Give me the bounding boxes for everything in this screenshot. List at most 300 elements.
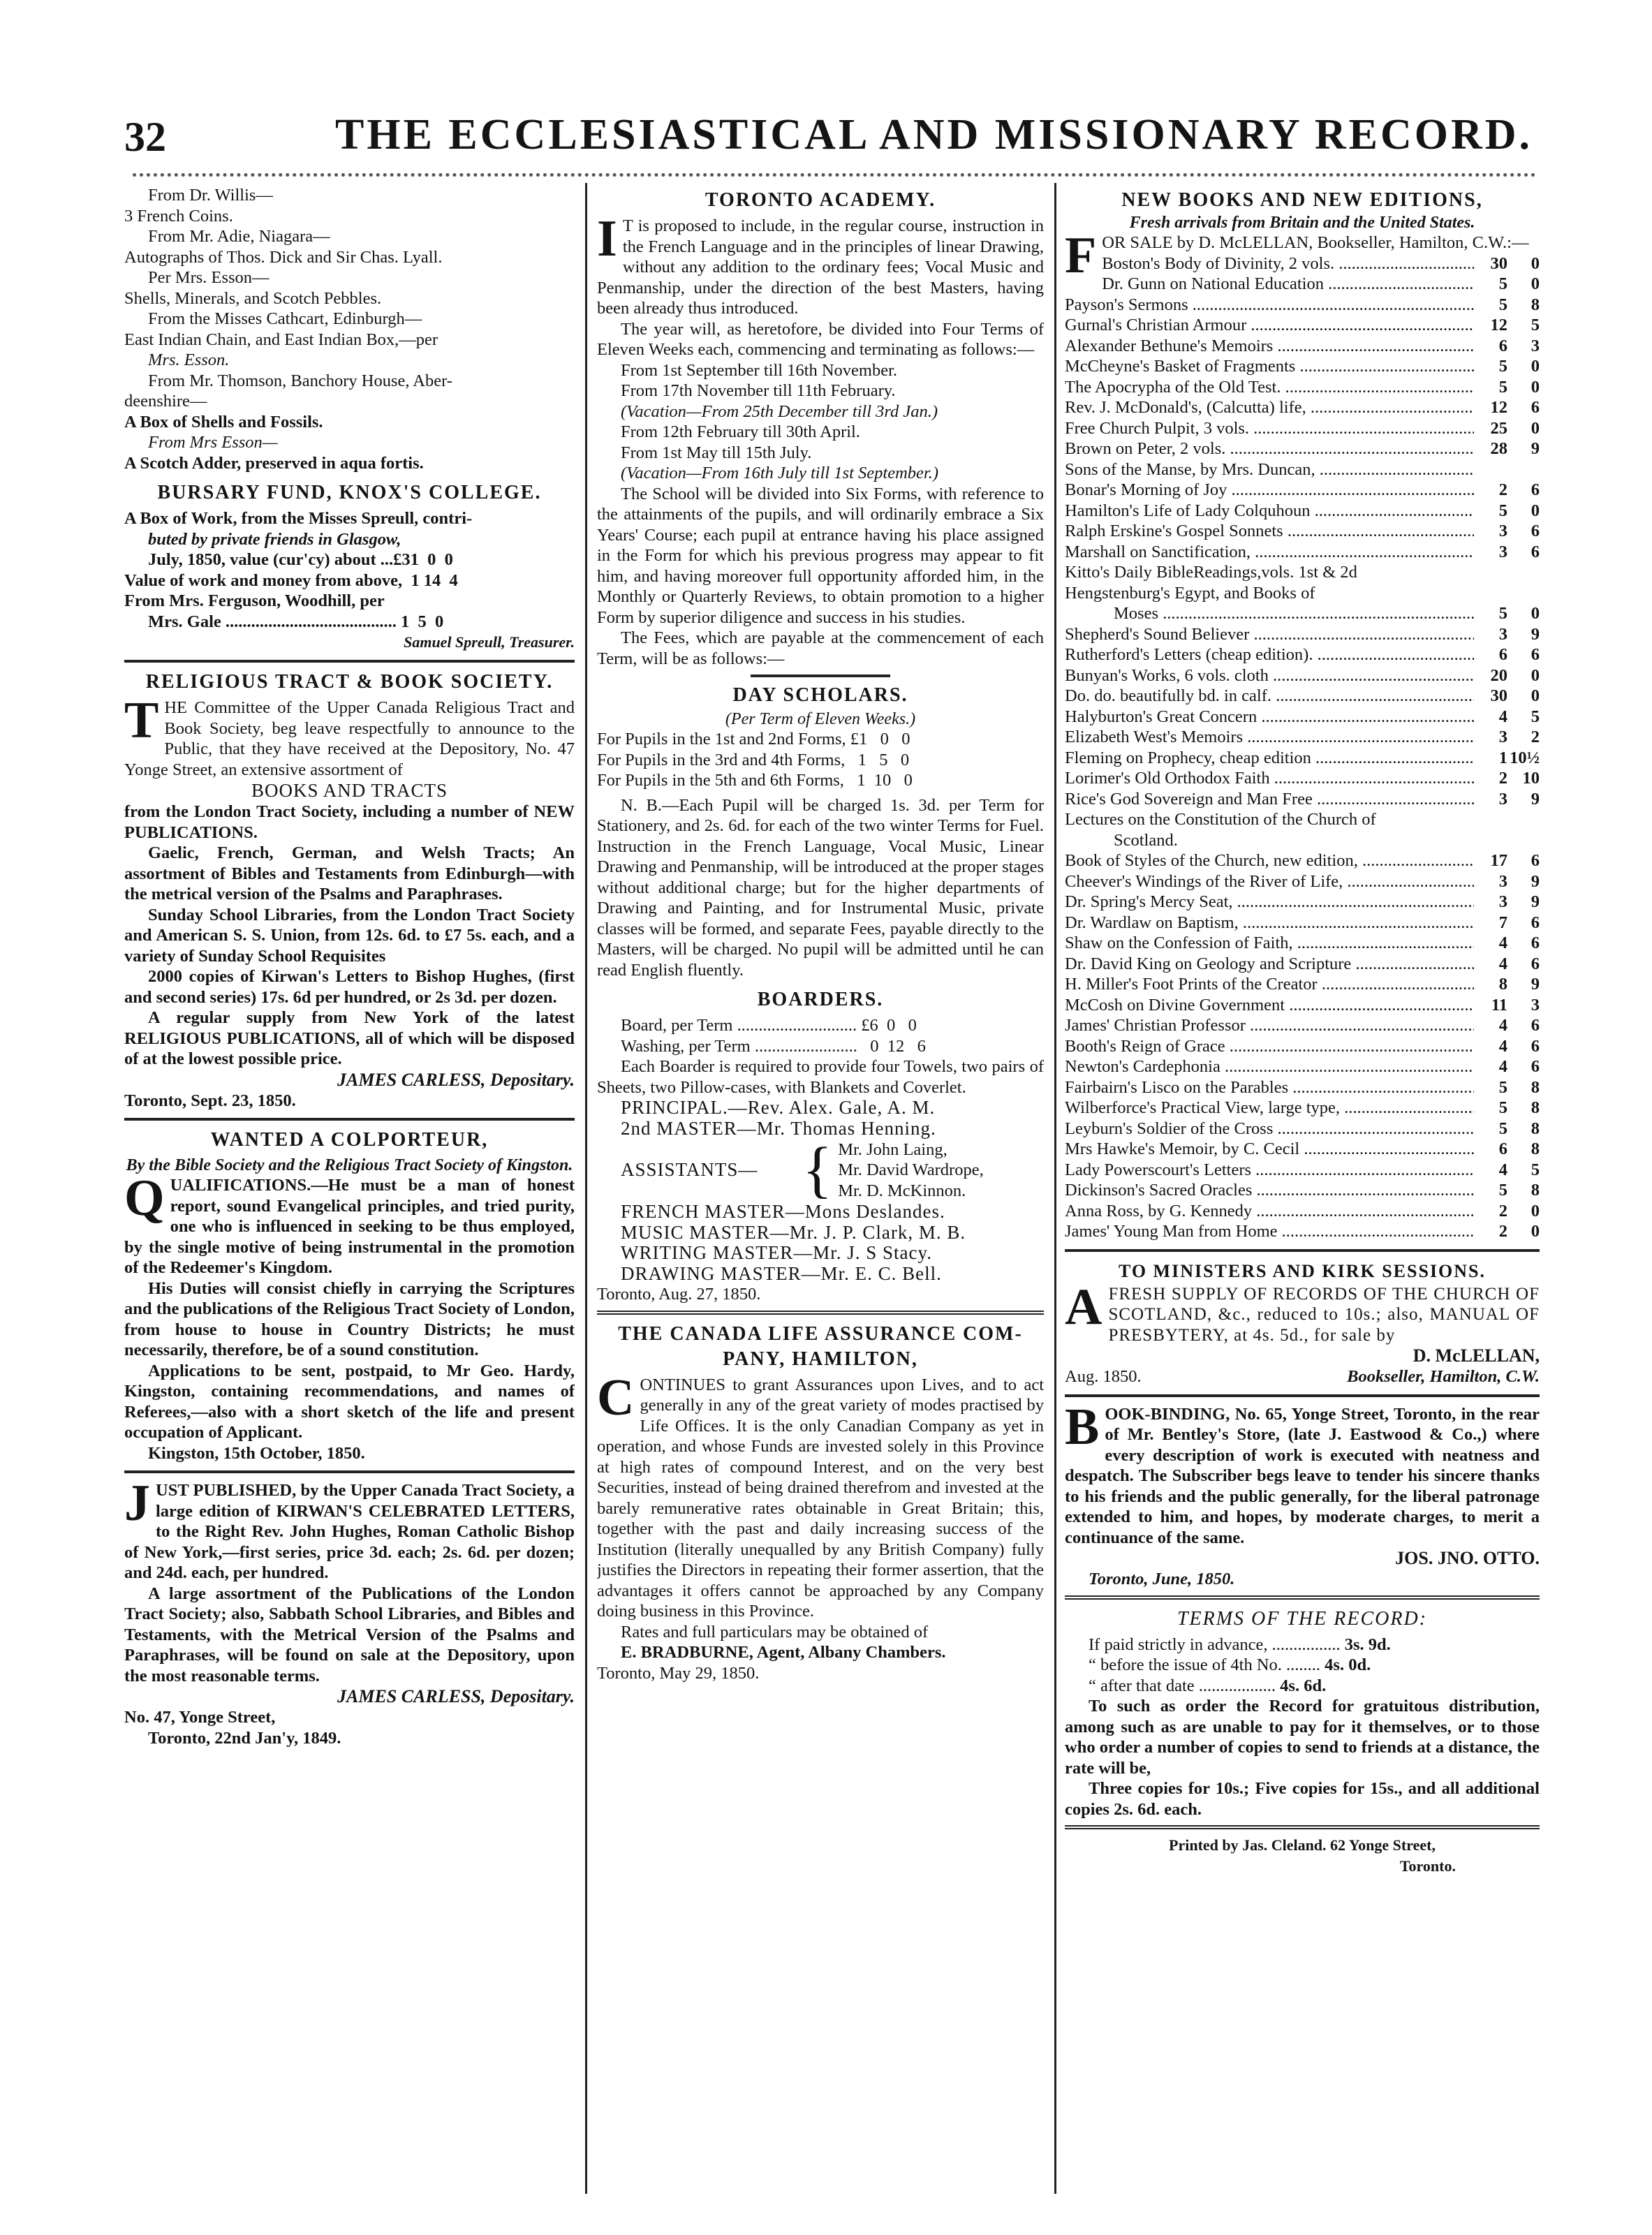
book-title: McCosh on Divine Government ..... (1065, 995, 1474, 1016)
price-shillings: 12 (1490, 398, 1507, 417)
price-pence: 6 (1531, 934, 1540, 952)
book-title: Alexander Bethune's Memoirs ..... (1065, 336, 1474, 357)
price-shillings: 3 (1498, 892, 1507, 911)
ministers-heading: TO MINISTERS AND KIRK SESSIONS. (1118, 1260, 1487, 1281)
price-shillings: 4 (1498, 707, 1507, 726)
binding-signature: JOS. JNO. OTTO. (1395, 1548, 1540, 1568)
assistant-name: Mr. David Wardrope, (838, 1160, 984, 1180)
bursary-signature: Samuel Spreull, Treasurer. (404, 633, 575, 651)
book-title: Bunyan's Works, 6 vols. cloth ..... (1065, 665, 1474, 686)
staff-line: FRENCH MASTER—Mons Deslandes. (621, 1201, 945, 1222)
price-shillings: 3 (1498, 522, 1507, 540)
book-title: Fairbairn's Lisco on the Parables ..... (1065, 1077, 1474, 1098)
book-title: Shaw on the Confession of Faith, ..... (1065, 933, 1474, 954)
new-books-heading: NEW BOOKS AND NEW EDITIONS, (1121, 189, 1483, 211)
binding-date: Toronto, June, 1850. (1089, 1570, 1235, 1588)
price-shillings: 2 (1498, 480, 1507, 499)
canada-life-date: Toronto, May 29, 1850. (597, 1663, 760, 1683)
colporteur-subtitle: By the Bible Society and the Religious Tract Society of Kingston. (126, 1156, 573, 1174)
price-pence: 0 (1531, 357, 1540, 376)
bursary-label: Value of work and money from above, (124, 570, 403, 590)
donation-line: From Mr. Adie, Niagara— (148, 227, 330, 246)
bursary-line: Mrs. Gale ........................................ 1 5 0 (148, 612, 444, 631)
canada-life-body: ONTINUES to grant Assurances upon Lives, and to act generally in any of the great variety of modes practised by Life Offices. It is the only Canadian Company as yet in operation, and whose Funds are invested solely in this Province at high rates of compound Interest, and on the very best Securities, instead of being drained therefrom and invested at the barely remunerative rates obtainable in Great Britain; this, together with the past and daily increasing success of the Institution (literally unequalled by any British Company) fully justifies the Directors in repeating their former assertion, that the advantages it offers cannot be approached by any Company doing business in this Province. (597, 1375, 1044, 1621)
price-pence: 3 (1531, 336, 1540, 355)
short-rule (751, 674, 890, 677)
drop-cap: T (124, 692, 159, 749)
price-pence: 8 (1531, 1098, 1540, 1117)
terms-value: 4s. 0d. (1325, 1655, 1371, 1674)
book-title: Moses ..... (1114, 603, 1474, 624)
price-shillings: 3 (1498, 728, 1507, 746)
book-row (1065, 1015, 1540, 1036)
amount: 1 (857, 771, 866, 790)
staff-line: 2nd MASTER—Mr. Thomas Henning. (621, 1117, 936, 1139)
academy-paragraph: N. B.—Each Pupil will be charged 1s. 3d. per Term for Stationery, and 2s. 6d. for each of the two winter Terms for Fuel. Instruction in the French Language, Vocal Music, Linear Drawing and Penmanship, will be introduced at the proper stages without additional charge; but for the higher departments of Drawing and Painting, and for Instrumental Music, private classes will be formed, and separate Fees, payable directly to the Masters, will be charged. No pupil will be admitted until he can read English fluently. (597, 795, 1044, 980)
price-shillings: 5 (1498, 377, 1507, 397)
amount: 0 (908, 1016, 917, 1035)
terms-row: If paid strictly in advance, ................ 3s. 9d. (1089, 1635, 1391, 1654)
academy-date: Toronto, Aug. 27, 1850. (597, 1285, 761, 1304)
book-row (1065, 892, 1540, 913)
bursary-line: From Mrs. Ferguson, Woodhill, per (124, 591, 385, 610)
new-books-subtitle: Fresh arrivals from Britain and the United States. (1129, 214, 1475, 232)
book-line: Kitto's Daily BibleReadings,vols. 1st & 2d (1065, 563, 1357, 582)
tract-body: HE Committee of the Upper Canada Religious Tract and Book Society, beg leave respectfully to announce to the Public, that they have received at the Depository, No. 47 Yonge Street, an extensive assortment of (124, 698, 575, 779)
drop-cap: B (1065, 1398, 1100, 1456)
amount: 4 (449, 570, 458, 590)
price-shillings: 7 (1498, 913, 1507, 932)
donations-list (124, 185, 575, 473)
tract-paragraph: Gaelic, French, German, and Welsh Tracts; An assortment of Bibles and Testaments from Edinburgh—with the metrical version of the Psalms and Paraphrases. (124, 843, 575, 903)
price-shillings: 2 (1498, 769, 1507, 788)
price-pence: 8 (1531, 1139, 1540, 1158)
book-title: Dickinson's Sacred Oracles ..... (1065, 1180, 1474, 1201)
book-row (1065, 356, 1540, 377)
book-title: Bonar's Morning of Joy ..... (1065, 480, 1474, 501)
amount: 0 (427, 550, 436, 569)
amount: 0 (886, 1016, 896, 1035)
terms-label: “ before the issue of 4th No. (1089, 1655, 1282, 1674)
ministers-body: FRESH SUPPLY OF RECORDS OF THE CHURCH OF SCOTLAND, &c., reduced to 10s.; also, MANUAL OF PRESBYTERY, at 4s. 5d., for sale by (1108, 1284, 1540, 1345)
page-header (112, 105, 1550, 168)
assistant-name: Mr. John Laing, (838, 1139, 947, 1159)
amount: 5 (418, 612, 427, 631)
column-divider-left (585, 183, 587, 2194)
term-line: From 1st September till 16th November. (621, 360, 898, 380)
column-right (1065, 185, 1540, 1876)
book-row (1065, 789, 1540, 810)
price-shillings: 6 (1498, 336, 1507, 355)
amount: 1 (401, 612, 410, 631)
book-title: McCheyne's Basket of Fragments ..... (1065, 356, 1474, 377)
book-row (1065, 995, 1540, 1016)
price-shillings: 5 (1498, 357, 1507, 376)
price-shillings: 5 (1498, 1119, 1507, 1138)
book-title: Payson's Sermons ..... (1065, 295, 1474, 316)
drop-cap: C (597, 1369, 635, 1426)
section-rule (1065, 1249, 1540, 1252)
canada-life-signature: E. BRADBURNE, Agent, Albany Chambers. (621, 1643, 946, 1662)
section-rule (1065, 1394, 1540, 1397)
board-row: Board, per Term ............................ £6 0 0 (621, 1016, 917, 1035)
price-shillings: 3 (1498, 624, 1507, 644)
book-title: Newton's Cardephonia ..... (1065, 1056, 1474, 1077)
price-shillings: 2 (1498, 1201, 1507, 1220)
tract-paragraph: Sunday School Libraries, from the London Tract Society and American S. S. Union, from 12s. 6d. to £7 5s. each, and a variety of Sunday School Requisites (124, 905, 575, 966)
price-shillings: 11 (1491, 995, 1507, 1015)
price-shillings: 8 (1498, 975, 1507, 994)
book-row (1065, 480, 1540, 501)
book-row (1065, 707, 1540, 728)
price-shillings: 4 (1498, 1036, 1507, 1056)
bursary-line: A Box of Work, from the Misses Spreull, contri- (124, 509, 473, 528)
price-pence: 9 (1531, 789, 1540, 809)
day-scholars-heading: DAY SCHOLARS. (732, 684, 908, 706)
amount: 0 (444, 550, 453, 569)
book-row (1102, 274, 1540, 295)
book-row (1065, 748, 1540, 769)
academy-body: T is proposed to include, in the regular course, instruction in the French Language and in the principles of linear Drawing, without any addition to the ordinary fees; Vocal Music and Penmanship, under the direction of the best Masters, having been already thus introduced. (597, 216, 1044, 318)
price-pence: 6 (1531, 851, 1540, 870)
book-row (1065, 521, 1540, 542)
section-rule (1065, 1595, 1540, 1600)
book-title: Rutherford's Letters (cheap edition). ..... (1065, 644, 1474, 665)
tract-paragraph: from the London Tract Society, including a number of NEW PUBLICATIONS. (124, 802, 575, 842)
amount: 0 (880, 730, 889, 748)
just-published-signature: JAMES CARLESS, Depositary. (337, 1686, 575, 1706)
book-title: Mrs Hawke's Memoir, by C. Cecil ..... (1065, 1139, 1474, 1160)
book-row (1065, 1098, 1540, 1119)
donation-line: deenshire— (124, 392, 207, 411)
book-row (1065, 1139, 1540, 1160)
book-row (1065, 933, 1540, 954)
book-row (1065, 1160, 1540, 1181)
price-shillings: 20 (1490, 665, 1507, 685)
term-line: (Vacation—From 16th July till 1st September.) (621, 464, 938, 482)
donation-line: A Scotch Adder, preserved in aqua fortis. (124, 453, 424, 473)
book-row (1065, 1201, 1540, 1222)
canada-life-paragraph: Rates and full particulars may be obtained of (621, 1622, 929, 1642)
price-pence: 5 (1531, 1160, 1540, 1179)
bursary-label: Mrs. Gale (148, 612, 221, 631)
price-shillings (1474, 459, 1507, 480)
amount: 0 (901, 730, 910, 748)
assistants-label: ASSISTANTS— (621, 1159, 758, 1181)
book-row (1065, 459, 1540, 480)
book-row (1065, 913, 1540, 934)
book-title: Hamilton's Life of Lady Colquhoun ..... (1065, 501, 1474, 522)
price-shillings: 25 (1490, 418, 1507, 438)
staff-line: MUSIC MASTER—Mr. J. P. Clark, M. B. (621, 1221, 966, 1243)
book-row (1065, 315, 1540, 336)
tract-paragraph: A regular supply from New York of the latest RELIGIOUS PUBLICATIONS, all of which will be disposed of at the lowest possible price. (124, 1008, 575, 1068)
amount: 5 (879, 750, 888, 769)
book-title: Shepherd's Sound Believer ..... (1065, 624, 1474, 645)
printer-line: Toronto. (1399, 1857, 1456, 1875)
book-title: Wilberforce's Practical View, large type, ..... (1065, 1098, 1474, 1119)
section-rule (124, 1118, 575, 1121)
book-list (1065, 253, 1540, 563)
donation-line: East Indian Chain, and East Indian Box,—per (124, 330, 438, 349)
academy-paragraph: The Fees, which are payable at the commencement of each Term, will be as follows:— (597, 628, 1044, 668)
price-shillings: 4 (1498, 1016, 1507, 1035)
ministers-date: Aug. 1850. (1065, 1367, 1142, 1386)
address-line: No. 47, Yonge Street, (124, 1708, 276, 1727)
price-shillings: 4 (1498, 1057, 1507, 1076)
price-pence: 0 (1531, 501, 1540, 520)
book-row (1065, 1180, 1540, 1201)
price-pence: 0 (1531, 1201, 1540, 1220)
new-books-intro: OR SALE by D. McLELLAN, Bookseller, Hamilton, C.W.:— (1102, 233, 1529, 252)
price-shillings: 4 (1498, 954, 1507, 973)
book-title: James' Young Man from Home ..... (1065, 1221, 1474, 1242)
book-title: Book of Styles of the Church, new edition, ..... (1065, 850, 1474, 871)
staff-line: WRITING MASTER—Mr. J. S Stacy. (621, 1242, 932, 1263)
price-shillings: 4 (1498, 934, 1507, 952)
book-row (1065, 1077, 1540, 1098)
amount: 10 (873, 771, 892, 790)
donation-line: From Dr. Willis— (148, 186, 273, 205)
book-row (1065, 1056, 1540, 1077)
price-pence: 0 (1531, 253, 1540, 273)
amount: 0 (900, 750, 910, 769)
terms-value: 4s. 6d. (1280, 1676, 1327, 1695)
drop-cap: I (597, 210, 617, 267)
price-shillings: 5 (1498, 274, 1507, 293)
donation-line: Autographs of Thos. Dick and Sir Chas. Lyall. (124, 247, 443, 267)
price-pence: 6 (1531, 1036, 1540, 1056)
price-shillings: 2 (1498, 1222, 1507, 1241)
board-row: Washing, per Term ........................ 0 12 6 (621, 1036, 926, 1056)
book-title: Lorimer's Old Orthodox Faith ..... (1065, 768, 1474, 789)
price-pence: 6 (1531, 1016, 1540, 1035)
column-left (124, 185, 575, 1748)
price-shillings: 3 (1498, 871, 1507, 891)
terms-heading: TERMS OF THE RECORD: (1177, 1607, 1428, 1630)
book-title: The Apocrypha of the Old Test. ..... (1065, 377, 1474, 398)
term-line: From 17th November till 11th February. (621, 381, 896, 400)
amount: 1 (857, 750, 866, 769)
tract-paragraph: 2000 copies of Kirwan's Letters to Bishop Hughes, (first and second series) 17s. 6d per hundred, or 2s 3d. per dozen. (124, 967, 575, 1007)
price-pence: 10½ (1510, 748, 1540, 767)
book-title: Free Church Pulpit, 3 vols. ..... (1065, 418, 1474, 439)
price-shillings: 5 (1498, 604, 1507, 623)
price-pence: 0 (1531, 686, 1540, 705)
column-middle (597, 185, 1044, 1683)
price-pence: 8 (1531, 295, 1540, 314)
price-pence: 5 (1531, 707, 1540, 726)
price-pence (1507, 459, 1540, 480)
book-row (1065, 1221, 1540, 1242)
book-row (1065, 768, 1540, 789)
price-pence: 9 (1531, 439, 1540, 458)
page-number: 32 (124, 114, 166, 160)
book-title: Dr. David King on Geology and Scripture ..... (1065, 954, 1474, 975)
donation-line: Mrs. Esson. (148, 351, 230, 369)
just-published-body: UST PUBLISHED, by the Upper Canada Tract Society, a large edition of KIRWAN'S CELEBRATED LETTERS, to the Right Rev. John Hughes, Roman Catholic Bishop of New York,—first series, price 3d. each; 2s. 6d. per dozen; and 24d. each, per hundred. (124, 1481, 575, 1582)
book-title: Rice's God Sovereign and Man Free ..... (1065, 789, 1474, 810)
book-list (1065, 850, 1540, 1242)
fee-label: For Pupils in the 5th and 6th Forms, (597, 771, 844, 790)
fee-row (597, 729, 1044, 750)
book-row (1065, 542, 1540, 563)
staff-line: PRINCIPAL.—Rev. Alex. Gale, A. M. (621, 1097, 936, 1118)
book-row (1065, 871, 1540, 892)
book-title: Dr. Spring's Mercy Seat, ..... (1065, 892, 1474, 913)
book-row (1065, 397, 1540, 418)
price-shillings: 12 (1490, 316, 1507, 334)
price-pence: 6 (1531, 954, 1540, 973)
book-line: Lectures on the Constitution of the Church of (1065, 810, 1376, 829)
bursary-line: buted by private friends in Glasgow, (148, 529, 401, 549)
book-title: Anna Ross, by G. Kennedy ..... (1065, 1201, 1474, 1222)
donation-line: Shells, Minerals, and Scotch Pebbles. (124, 288, 382, 308)
boarders-heading: BOARDERS. (757, 989, 884, 1010)
column-divider-right (1054, 183, 1056, 2194)
price-pence: 10 (1522, 769, 1540, 788)
book-title: Halyburton's Great Concern ..... (1065, 707, 1474, 728)
book-title: Sons of the Manse, by Mrs. Duncan, ..... (1065, 459, 1474, 480)
tract-signature: JAMES CARLESS, Depositary. (337, 1069, 575, 1090)
book-title: Boston's Body of Divinity, 2 vols. ..... (1102, 253, 1474, 274)
tract-heading: RELIGIOUS TRACT & BOOK SOCIETY. (145, 671, 554, 693)
books-tracts-heading: BOOKS AND TRACTS (251, 780, 448, 801)
price-pence: 8 (1531, 1077, 1540, 1097)
book-row (1065, 1036, 1540, 1057)
assistants-list (838, 1139, 984, 1202)
section-rule (1065, 1825, 1540, 1829)
board-label: Washing, per Term (621, 1036, 751, 1056)
bursary-line (124, 570, 575, 591)
book-row (1065, 418, 1540, 439)
book-line: Hengstenburg's Egypt, and Books of (1065, 583, 1315, 603)
book-title: James' Christian Professor ..... (1065, 1015, 1474, 1036)
book-row (1065, 954, 1540, 975)
book-row (1065, 727, 1540, 748)
price-pence: 5 (1531, 316, 1540, 334)
price-pence: 6 (1531, 1057, 1540, 1076)
price-pence: 6 (1531, 522, 1540, 540)
terms-label: “ after that date (1089, 1676, 1195, 1695)
price-pence: 0 (1531, 377, 1540, 397)
academy-heading: TORONTO ACADEMY. (705, 189, 936, 211)
price-shillings: 1 (1498, 748, 1507, 767)
colporteur-paragraph: His Duties will consist chiefly in carrying the Scriptures and the publications of the Religious Tract Society of London, from house to house in Country Districts; he must necessarily, therefore, be of a sound constitution. (124, 1278, 575, 1359)
book-title: Brown on Peter, 2 vols. ..... (1065, 438, 1474, 459)
book-title: Dr. Gunn on National Education ..... (1102, 274, 1474, 295)
header-rule (133, 173, 1536, 177)
bursary-label: July, 1850, value (cur'cy) about ...£31 (148, 550, 419, 569)
price-shillings: 6 (1498, 1139, 1507, 1158)
donation-line: 3 French Coins. (124, 206, 233, 226)
book-title: Marshall on Sanctification, ..... (1065, 542, 1474, 563)
amount: 0 (435, 612, 444, 631)
book-line: Scotland. (1114, 830, 1178, 850)
ministers-signature: Bookseller, Hamilton, C.W. (1347, 1367, 1540, 1386)
just-published-paragraph: A large assortment of the Publications of the London Tract Society; also, Sabbath School Libraries, and Bibles and Testaments, with the Metrical Version of the Psalms and Paraphrases, will be found on sale at the Depository, upon the most reasonable terms. (124, 1584, 575, 1686)
colporteur-heading: WANTED A COLPORTEUR, (210, 1129, 489, 1151)
terms-paragraph: Three copies for 10s.; Five copies for 15s., and all additional copies 2s. 6d. each. (1065, 1779, 1540, 1819)
book-row (1065, 336, 1540, 357)
brace: { (802, 1135, 833, 1204)
price-pence: 0 (1531, 418, 1540, 438)
price-pence: 8 (1531, 1181, 1540, 1200)
price-shillings: 3 (1498, 542, 1507, 561)
drop-cap: Q (124, 1170, 165, 1227)
day-scholars-subtitle: (Per Term of Eleven Weeks.) (725, 710, 916, 728)
bursary-heading: BURSARY FUND, KNOX'S COLLEGE. (157, 482, 542, 503)
ministers-footer (1065, 1366, 1540, 1387)
colporteur-paragraph: Applications to be sent, postpaid, to Mr Geo. Hardy, Kingston, containing recommendations, and names of Referees,—also with a short sketch of the life and present occupation of Applicant. (124, 1361, 575, 1442)
board-label: Board, per Term (621, 1016, 733, 1035)
drop-cap: A (1065, 1278, 1103, 1336)
amount: 0 (870, 1036, 879, 1056)
price-pence: 6 (1531, 913, 1540, 932)
terms-paragraph: To such as order the Record for gratuitous distribution, among such as are unable to pay for it themselves, or to those who order a number of copies to send to friends at a distance, the rate will be, (1065, 1697, 1540, 1778)
fee-row (597, 750, 1044, 771)
address-line: Toronto, 22nd Jan'y, 1849. (148, 1728, 341, 1748)
printer-line: Printed by Jas. Cleland. 62 Yonge Street, (1169, 1836, 1436, 1854)
book-title: Dr. Wardlaw on Baptism, ..... (1065, 913, 1474, 934)
book-row (1065, 665, 1540, 686)
book-list (1065, 624, 1540, 810)
staff-line: DRAWING MASTER—Mr. E. C. Bell. (621, 1262, 942, 1284)
book-title: H. Miller's Foot Prints of the Creator ..... (1065, 974, 1474, 995)
amount: 0 (904, 771, 913, 790)
book-title: Cheever's Windings of the River of Life, ..... (1065, 871, 1474, 892)
academy-paragraph: The year will, as heretofore, be divided into Four Terms of Eleven Weeks each, commencing and terminating as follows:— (597, 319, 1044, 359)
book-row (1065, 377, 1540, 398)
book-title: Elizabeth West's Memoirs ..... (1065, 727, 1474, 748)
price-pence: 9 (1531, 892, 1540, 911)
binding-body: OOK-BINDING, No. 65, Yonge Street, Toronto, in the rear of Mr. Bentley's Store, (late J. Eastwood & Co.,) where every description of work is executed with neatness and despatch. The Subscriber begs leave to tender his sincere thanks to his friends and the public generally, for the liberal patronage extended to him, and hopes, by moderate charges, to merit a continuance of the same. (1065, 1404, 1540, 1547)
drop-cap: F (1065, 227, 1097, 284)
book-row (1065, 624, 1540, 645)
donation-line: From Mrs Esson— (148, 433, 278, 452)
price-pence: 9 (1531, 624, 1540, 644)
fee-row (597, 770, 1044, 791)
assistants-block (597, 1135, 1044, 1204)
amount: 1 (411, 570, 420, 590)
ministers-name: D. McLELLAN, (1413, 1345, 1540, 1366)
term-line: (Vacation—From 25th December till 3rd Jan.) (621, 401, 938, 421)
canada-life-heading: THE CANADA LIFE ASSURANCE COM- (618, 1322, 1023, 1345)
price-pence: 0 (1531, 604, 1540, 623)
price-shillings: 30 (1490, 686, 1507, 705)
assistant-name: Mr. D. McKinnon. (838, 1181, 966, 1200)
price-pence: 6 (1531, 542, 1540, 561)
book-row (1065, 501, 1540, 522)
colporteur-body: UALIFICATIONS.—He must be a man of honest report, sound Evangelical principles, and tried purity, one who is influenced in seeking to be thus employed, by the single motive of being instrumental in the promotion of the Redeemer's Kingdom. (124, 1176, 575, 1277)
book-title: Leyburn's Soldier of the Cross ..... (1065, 1119, 1474, 1139)
book-row (1102, 253, 1540, 274)
book-row (1065, 1119, 1540, 1139)
price-pence: 6 (1531, 645, 1540, 664)
page-title: THE ECCLESIASTICAL AND MISSIONARY RECORD. (335, 111, 1533, 158)
canada-life-heading-2: PANY, HAMILTON, (723, 1348, 918, 1370)
amount: 12 (887, 1036, 905, 1056)
term-line: From 12th February till 30th April. (621, 422, 860, 441)
bursary-line (124, 549, 575, 570)
book-row (1065, 850, 1540, 871)
price-shillings: 5 (1498, 1077, 1507, 1097)
amount: 14 (423, 570, 441, 590)
book-row (1065, 295, 1540, 316)
book-title: Fleming on Prophecy, cheap edition ..... (1065, 748, 1474, 769)
section-rule (124, 660, 575, 663)
academy-paragraph: Each Boarder is required to provide four Towels, two pairs of Sheets, two Pillow-cases, with Blankets and Coverlet. (597, 1057, 1044, 1097)
